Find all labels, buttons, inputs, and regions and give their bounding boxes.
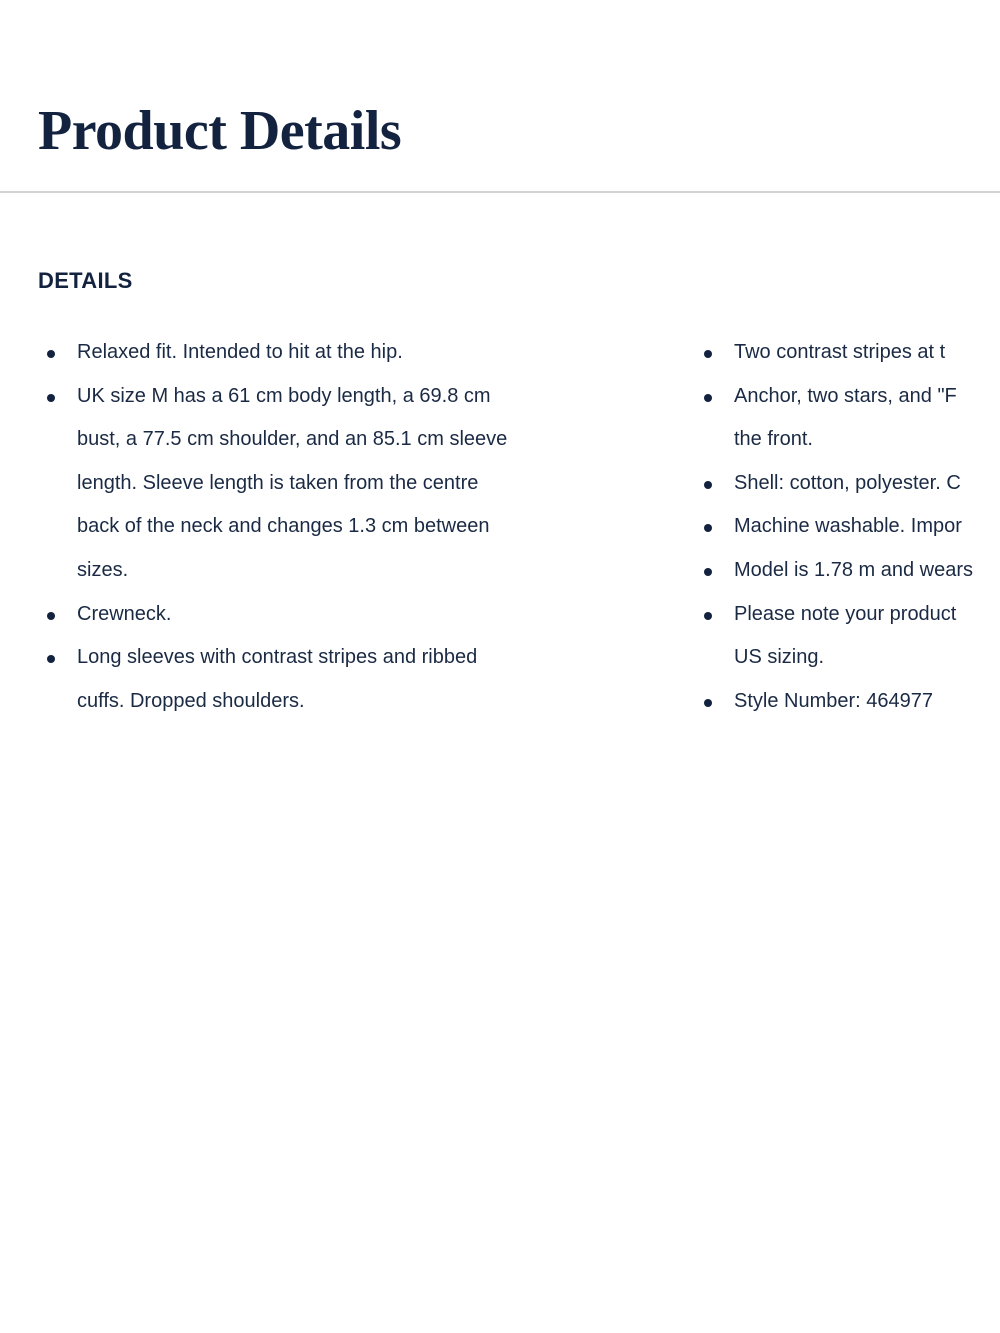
list-item-text: UK size M has a 61 cm body length, a 69.8 cm: [77, 384, 491, 407]
list-item: [0, 331, 582, 375]
bullet-icon: [47, 612, 55, 620]
list-item-text: Style Number: 464977: [734, 689, 934, 712]
list-item: [657, 331, 1000, 375]
list-item-text: Please note your product: [734, 602, 957, 625]
list-item-text: Machine washable. Impor: [734, 515, 962, 538]
section-heading-details: DETAILS: [38, 268, 133, 293]
list-item-text: Anchor, two stars, and "F: [734, 384, 957, 407]
bullet-icon: [704, 524, 712, 532]
bullet-icon: [704, 699, 712, 707]
list-item-text: Shell: cotton, polyester. C: [734, 471, 961, 494]
list-item-text: Crewneck.: [77, 602, 172, 625]
bullet-icon: [704, 568, 712, 576]
bullet-icon: [47, 350, 55, 358]
details-columns: [0, 331, 1000, 751]
details-list-left: [0, 331, 620, 723]
list-item-text: Relaxed fit. Intended to hit at the hip.: [77, 341, 403, 363]
bullet-icon: [704, 350, 712, 358]
list-item-text: back of the neck and changes 1.3 cm between: [77, 515, 490, 538]
list-item: [657, 680, 1000, 724]
list-item-text: US sizing.: [734, 646, 825, 669]
list-item: [0, 593, 582, 637]
bullet-icon: [47, 655, 55, 663]
list-item: [657, 549, 1000, 593]
list-item: [657, 375, 1000, 462]
list-item: [0, 375, 582, 593]
list-item: [657, 593, 1000, 680]
list-item-text: Two contrast stripes at t: [734, 341, 946, 363]
list-item-text: length. Sleeve length is taken from the centre: [77, 471, 479, 494]
list-item-text: cuffs. Dropped shoulders.: [77, 689, 305, 712]
bullet-icon: [704, 612, 712, 620]
list-item-text: sizes.: [77, 558, 129, 581]
list-item-text: Model is 1.78 m and wears: [734, 558, 974, 581]
bullet-icon: [704, 394, 712, 402]
list-item: [657, 462, 1000, 506]
list-item-text: Long sleeves with contrast stripes and ribbed: [77, 646, 478, 669]
list-item-text: the front.: [734, 428, 813, 451]
page-title: Product Details: [38, 100, 402, 162]
details-list-right: [657, 331, 1000, 723]
list-item: [657, 505, 1000, 549]
list-item: [0, 636, 582, 723]
bullet-icon: [47, 394, 55, 402]
divider: [0, 191, 1000, 193]
list-item-text: bust, a 77.5 cm shoulder, and an 85.1 cm sleeve: [77, 428, 508, 451]
bullet-icon: [704, 481, 712, 489]
